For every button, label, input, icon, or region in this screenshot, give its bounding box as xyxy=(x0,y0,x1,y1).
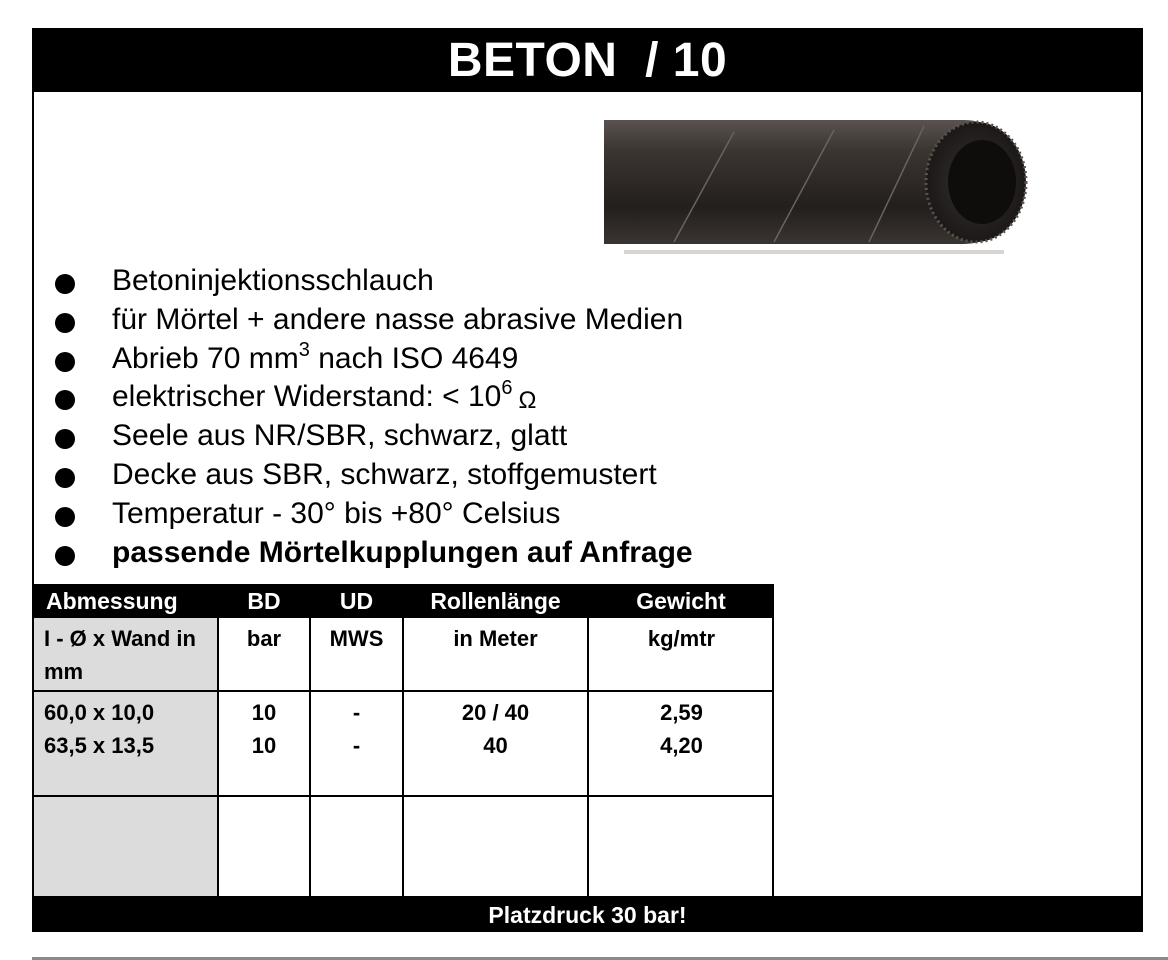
feature-item: Temperatur - 30° bis +80° Celsius xyxy=(52,495,693,534)
product-title: BETON / 10 xyxy=(32,28,1143,92)
table-cell: - xyxy=(352,700,361,725)
header-weight: Gewicht xyxy=(588,584,774,618)
bullet-icon xyxy=(55,352,75,372)
feature-item: Abrieb 70 $mm^3$ nach ISO 4649 xyxy=(52,340,693,379)
hose-image xyxy=(604,112,1034,262)
table-cell: 40 xyxy=(483,733,508,758)
feature-item: Seele aus NR/SBR, schwarz, glatt xyxy=(52,417,693,456)
feature-item: elektrischer Widerstand: < $10^6$ Ω xyxy=(52,378,693,417)
bullet-icon xyxy=(55,507,75,527)
header-dimension: Abmessung xyxy=(34,584,218,618)
table-cell: 63,5 x 13,5 xyxy=(44,733,155,758)
feature-item: für Mörtel + andere nasse abrasive Medien xyxy=(52,301,693,340)
table-cell: 10 xyxy=(251,700,277,725)
table-header-row xyxy=(34,584,774,618)
table-cell: 20 / 40 xyxy=(461,700,530,725)
table-row-empty xyxy=(34,796,774,899)
units-row xyxy=(34,618,774,691)
table-cell: - xyxy=(352,733,361,758)
spec-table xyxy=(32,584,774,899)
table-cell: 4,20 xyxy=(660,733,703,758)
unit-cell: I - Ø x Wand in mm xyxy=(34,618,218,691)
bullet-icon xyxy=(55,546,75,566)
feature-item: passende Mörtelkupplungen auf Anfrage xyxy=(52,534,693,573)
burst-pressure-note: Platzdruck 30 bar! xyxy=(32,896,1143,932)
unit-cell: MWS xyxy=(310,618,403,691)
table-cell: 10 xyxy=(251,733,277,758)
unit-cell: kg/mtr xyxy=(588,618,774,691)
feature-list xyxy=(52,262,693,572)
bullet-icon xyxy=(55,468,75,488)
header-ud: UD xyxy=(310,584,403,618)
header-bd: BD xyxy=(218,584,310,618)
table-row xyxy=(34,691,774,796)
bullet-icon xyxy=(55,274,75,294)
bullet-icon xyxy=(55,429,75,449)
header-roll-length: Rollenlänge xyxy=(403,584,588,618)
unit-cell: in Meter xyxy=(403,618,588,691)
bullet-icon xyxy=(55,390,75,410)
table-cell: 60,0 x 10,0 xyxy=(44,700,155,725)
table-cell: 2,59 xyxy=(660,700,703,725)
ohm-symbol: Ω xyxy=(518,387,537,415)
feature-item: Betoninjektionsschlauch xyxy=(52,262,693,301)
unit-cell: bar xyxy=(218,618,310,691)
bullet-icon xyxy=(55,313,75,333)
feature-item: Decke aus SBR, schwarz, stoffgemustert xyxy=(52,456,693,495)
